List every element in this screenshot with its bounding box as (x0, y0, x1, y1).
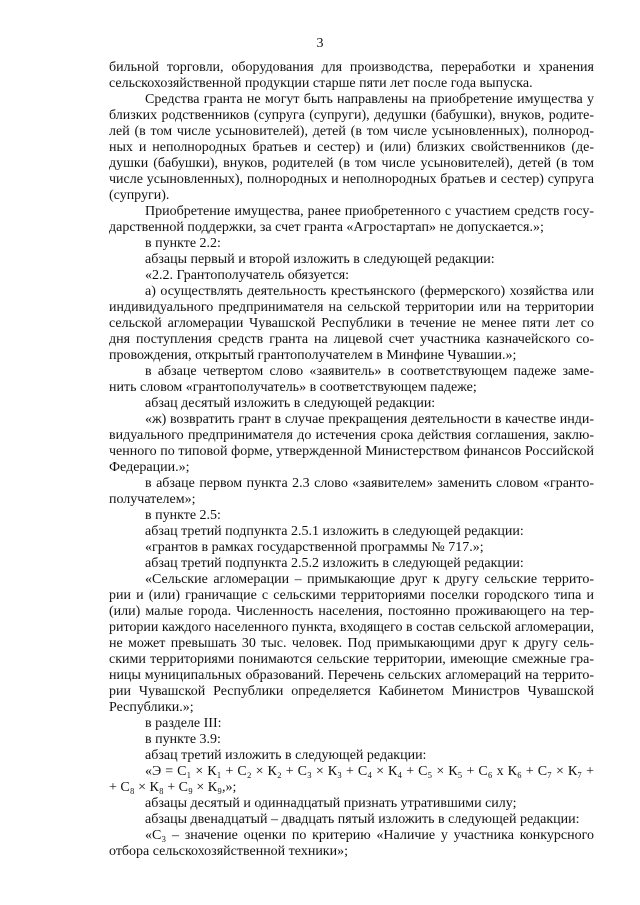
text-line: «Э = С₁ × К₁ + С₂ × К₂ + С₃ × К₃ + С₄ × К₄ + С₅ × К₅ + С₆ х К₆ + С₇ × К₇ + (145, 764, 594, 779)
text-line: в разделе III: (145, 716, 222, 731)
text-line: рии Чувашской Республики определяется Кабинетом Министров Чувашской (109, 684, 594, 699)
text-line: (супруги). (109, 188, 170, 203)
text-line: близких родственников (супруга (супруги), дедушки (бабушки), внуков, родите- (109, 108, 594, 123)
text-line: скими территориями понимаются сельские территории, имеющие смежные гра- (109, 652, 594, 667)
text-line: душки (бабушки), внуков, родителей (в том числе усыновителей), детей (в том (109, 156, 594, 171)
text-line: в пункте 3.9: (145, 732, 221, 747)
text-line: Федерации.»; (109, 460, 190, 475)
text-line: провождения, открытый грантополучателем в Минфине Чувашии.»; (109, 348, 517, 363)
text-line: абзац третий подпункта 2.5.1 изложить в следующей редакции: (145, 524, 524, 539)
text-line: в абзаце первом пункта 2.3 слово «заявителем» заменить словом «гранто- (145, 476, 594, 491)
text-line: Приобретение имущества, ранее приобретенного с участием средств госу- (145, 204, 594, 219)
text-line: «Сельские агломерации – примыкающие друг к другу сельские террито- (145, 572, 594, 587)
text-line: ных и неполнородных братьев и сестер) и (или) близких свойственников (де- (109, 140, 594, 155)
page-number: 3 (316, 36, 324, 51)
text-line: сельскохозяйственной продукции старше пяти лет после года выпуска. (109, 76, 533, 91)
text-line: «ж) возвратить грант в случае прекращения деятельности в качестве инди- (145, 412, 594, 427)
text-line: ницы муниципальных образований. Перечень сельских агломераций на террито- (109, 668, 594, 683)
text-line: дарственной поддержки, за счет гранта «Агростартап» не допускается.»; (109, 220, 544, 235)
text-line: сельской агломерации Чувашской Республики в течение не менее пяти лет со (109, 316, 594, 331)
document-body (109, 60, 594, 860)
text-line: лей (в том числе усыновителей), детей (в том числе усыновленных), полнород- (109, 124, 594, 139)
text-line: абзац третий подпункта 2.5.2 изложить в следующей редакции: (145, 556, 524, 571)
text-line: видуального предпринимателя до истечения срока действия соглашения, заклю- (109, 428, 594, 443)
text-line: не может превышать 30 тыс. человек. Под примыкающими друг к другу сель- (109, 636, 594, 651)
text-line: в пункте 2.5: (145, 508, 221, 523)
text-line: в абзаце четвертом слово «заявитель» в соответствующем падеже заме- (145, 364, 594, 379)
text-line: числе усыновленных), полнородных и неполнородных братьев и сестер) супруга (109, 172, 594, 187)
text-line: «С₃ – значение оценки по критерию «Наличие у участника конкурсного (145, 828, 594, 843)
text-line: абзац третий изложить в следующей редакции: (145, 748, 427, 763)
text-line: ченного по типовой форме, утвержденной Министерством финансов Российской (109, 444, 594, 459)
text-line: ритории каждого населенного пункта, входящего в состав сельской агломерации, (109, 620, 595, 635)
text-line: бильной торговли, оборудования для производства, переработки и хранения (109, 60, 594, 75)
text-line: нить словом «грантополучатель» в соответствующем падеже; (109, 380, 477, 395)
text-line: абзацы десятый и одиннадцатый признать утратившими силу; (145, 796, 517, 811)
text-line: абзацы двенадцатый – двадцать пятый изложить в следующей редакции: (145, 812, 580, 827)
text-line: в пункте 2.2: (145, 236, 221, 251)
text-line: а) осуществлять деятельность крестьянского (фермерского) хозяйства или (145, 284, 594, 299)
text-line: Средства гранта не могут быть направлены на приобретение имущества у (145, 92, 594, 107)
text-line: индивидуального предпринимателя на сельской территории или на территории (109, 300, 594, 315)
text-line: «2.2. Грантополучатель обязуется: (145, 268, 350, 283)
text-line: Республики.»; (109, 700, 194, 715)
text-line: отбора сельскохозяйственной техники»; (109, 844, 348, 859)
text-line: «грантов в рамках государственной программы № 717.»; (145, 540, 484, 555)
text-line: абзацы первый и второй изложить в следующей редакции: (145, 252, 495, 267)
text-line: дня поступления средств гранта на лицевой счет участника казначейского со- (109, 332, 594, 347)
text-line: рии и (или) граничащие с сельскими территориями поселки городского типа и (109, 588, 594, 603)
text-line: получателем»; (109, 492, 196, 507)
text-line: абзац десятый изложить в следующей редакции: (145, 396, 436, 411)
text-line: (или) малые города. Численность населения, постоянно проживающего на тер- (109, 604, 594, 619)
text-line: + С₈ × К₈ + С₉ × К₉,»; (109, 780, 237, 795)
